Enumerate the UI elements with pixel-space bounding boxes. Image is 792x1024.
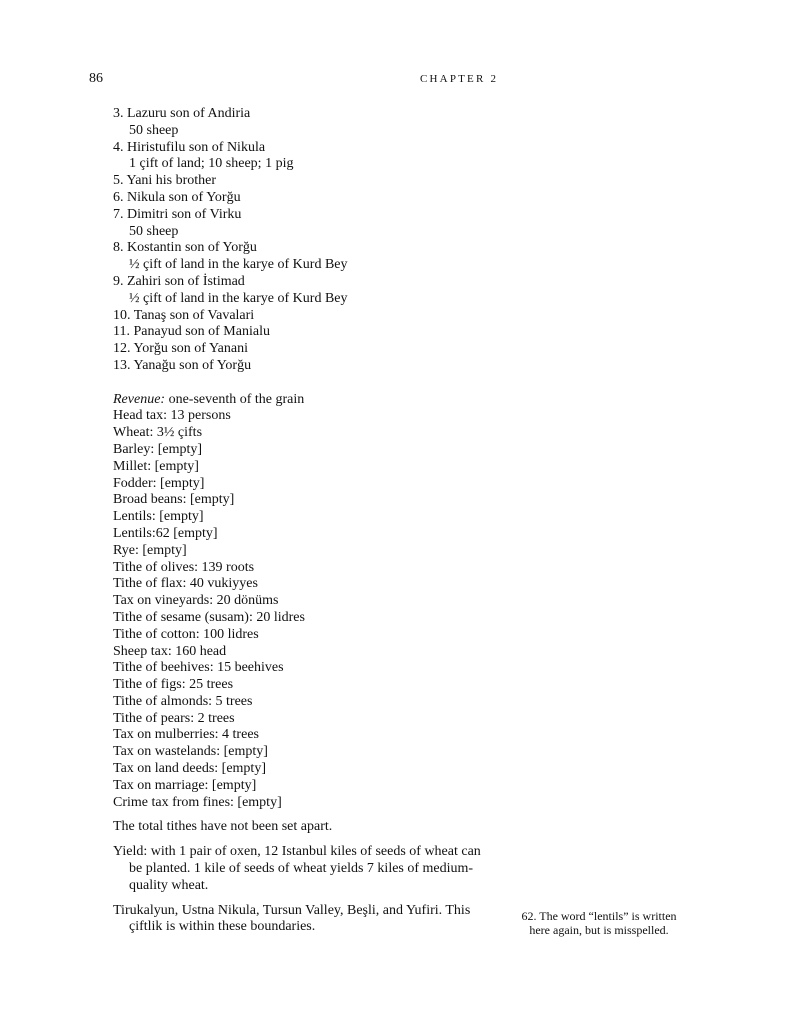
revenue-item: Sheep tax: 160 head bbox=[113, 643, 227, 659]
entry-detail: 50 sheep bbox=[129, 223, 179, 239]
entry-line: 12. Yorğu son of Yanani bbox=[113, 341, 248, 357]
entry-detail: ½ çift of land in the karye of Kurd Bey bbox=[129, 290, 348, 306]
entry-line: 13. Yanağu son of Yorğu bbox=[113, 357, 252, 373]
entry-line: 4. Hiristufilu son of Nikula bbox=[113, 139, 266, 155]
revenue-item: Broad beans: [empty] bbox=[113, 492, 235, 508]
revenue-item: Tithe of cotton: 100 lidres bbox=[113, 626, 259, 642]
revenue-item: Tax on land deeds: [empty] bbox=[113, 761, 266, 777]
page-number: 86 bbox=[89, 71, 103, 86]
revenue-item: Lentils: [empty] bbox=[113, 509, 204, 525]
revenue-item: Tithe of sesame (susam): 20 lidres bbox=[113, 609, 305, 625]
entry-line: 10. Tanaş son of Vavalari bbox=[113, 307, 255, 323]
revenue-item: Tithe of almonds: 5 trees bbox=[113, 693, 253, 709]
entry-detail: 1 çift of land; 10 sheep; 1 pig bbox=[129, 156, 294, 172]
revenue-item: Fodder: [empty] bbox=[113, 475, 205, 491]
entry-line: 11. Panayud son of Manialu bbox=[113, 324, 270, 340]
revenue-item: Tax on marriage: [empty] bbox=[113, 777, 257, 793]
revenue-item: Crime tax from fines: [empty] bbox=[113, 794, 282, 810]
revenue-label: Revenue: bbox=[113, 391, 166, 407]
entry-line: 3. Lazuru son of Andiria bbox=[113, 106, 251, 121]
revenue-item: Tax on mulberries: 4 trees bbox=[113, 727, 259, 743]
revenue-item: Tithe of flax: 40 vukiyyes bbox=[113, 576, 258, 592]
revenue-item: Wheat: 3½ çifts bbox=[113, 425, 203, 441]
entry-line: 7. Dimitri son of Virku bbox=[113, 206, 242, 222]
footnote-62 bbox=[499, 909, 699, 937]
revenue-item: Millet: [empty] bbox=[113, 458, 199, 474]
revenue-item: Tithe of pears: 2 trees bbox=[113, 710, 235, 726]
revenue-item: Tithe of figs: 25 trees bbox=[113, 677, 234, 693]
entry-line: 8. Kostantin son of Yorğu bbox=[113, 240, 257, 256]
entry-detail: ½ çift of land in the karye of Kurd Bey bbox=[129, 257, 348, 273]
entry-line: 6. Nikula son of Yorğu bbox=[113, 189, 241, 205]
running-head: CHAPTER 2 bbox=[420, 73, 499, 85]
revenue-item: Rye: [empty] bbox=[113, 542, 187, 558]
main-text-column bbox=[113, 106, 493, 936]
entry-detail: 50 sheep bbox=[129, 122, 179, 138]
revenue-item: Barley: [empty] bbox=[113, 441, 203, 457]
yield-paragraph: Yield: with 1 pair of oxen, 12 Istanbul kiles of seeds of wheat can be planted. 1 kile of seeds of wheat yields 7 kiles of medium-quality wheat. bbox=[113, 844, 481, 893]
footnote-line: here again, but is misspelled. bbox=[529, 923, 669, 937]
revenue-item: Tax on vineyards: 20 dönüms bbox=[113, 593, 279, 609]
revenue-text: one-seventh of the grain bbox=[165, 391, 305, 407]
entry-line: 9. Zahiri son of İstimad bbox=[113, 273, 245, 289]
revenue-item: Tithe of olives: 139 roots bbox=[113, 559, 255, 575]
boundaries-paragraph: Tirukalyun, Ustna Nikula, Tursun Valley, Beşli, and Yufiri. This çiftlik is within these boundaries. bbox=[113, 902, 471, 935]
revenue-heading bbox=[113, 392, 493, 409]
entry-line: 5. Yani his brother bbox=[113, 173, 217, 189]
footnote-line: 62. The word “lentils” is written bbox=[521, 909, 677, 923]
revenue-item: Tax on wastelands: [empty] bbox=[113, 744, 268, 760]
revenue-item: Head tax: 13 persons bbox=[113, 408, 231, 424]
revenue-item: Tithe of beehives: 15 beehives bbox=[113, 660, 284, 676]
tithes-paragraph: The total tithes have not been set apart. bbox=[113, 819, 333, 835]
revenue-item: Lentils:62 [empty] bbox=[113, 525, 218, 541]
